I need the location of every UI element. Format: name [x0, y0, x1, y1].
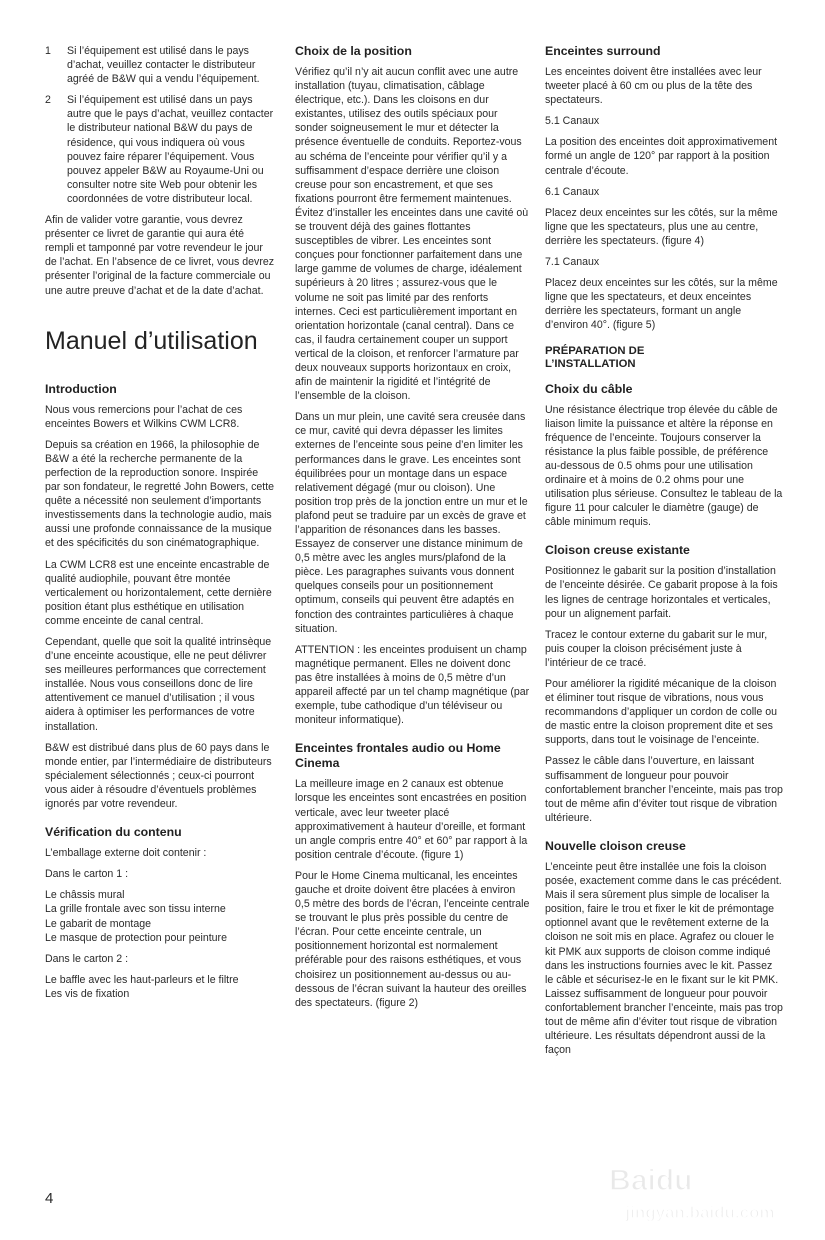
introduction-heading: Introduction: [45, 381, 117, 396]
carton2-list: [45, 973, 275, 1001]
new-wall-heading: Nouvelle cloison creuse: [545, 838, 686, 853]
list-item: [45, 44, 275, 86]
intro-paragraph: B&W est distribué dans plus de 60 pays dans le monde entier, par l’intermédiaire de distributeurs spécialement sélectionnés ; ceux-ci pourront vous aider à résoudre d’éventuels problèmes ignorés par votre revendeur.: [45, 741, 272, 811]
intro-paragraph: La CWM LCR8 est une enceinte encastrable de qualité audiophile, pouvant être montée verticalement ou horizontalement, cette dernière position étant plus esthétique en utilisation comme enceinte de canal central.: [45, 558, 272, 627]
column-right: [545, 44, 783, 1064]
position-paragraph: Vérifiez qu’il n’y ait aucun conflit avec une autre installation (tuyau, climatisation, câblage électrique, etc.). Dans les cloisons en dur existantes, utilisez des outils spéciaux pour sonder soigneusement le mur et détecter la présence éventuelle de conduits. Reportez-vous au schéma de l’enceinte pour vérifier qu’il y a suffisamment d’espace derrière une cloison creuse pour son encastrement, et que ses fixations pourront être fermement maintenues. Évitez d’installer les enceintes dans une cavité où se trouvent déjà des gaines flottantes susceptibles de vibrer. Les enceintes sont conçues pour fonctionner parfaitement dans une large gamme de volumes de charge, idéalement supérieurs à 20 litres ; assurez-vous que le volume ne soit pas limité par des renforts internes. Ceci est particulièrement important en orientation horizontale (canal central). Dans ce cas, il faudra certainement couper un support vertical de la cloison, et renforcer l’armature par deux nouveaux supports horizontaux en croix, afin de maintenir la rigidité et l’intégrité de l’ensemble de la cloison.: [295, 66, 529, 403]
carton1-label: Dans le carton 1 :: [45, 868, 129, 881]
existing-wall-paragraph: Pour améliorer la rigidité mécanique de la cloison et éliminer tout risque de vibrations, nous vous recommandons d’appliquer un cordon de colle ou de mastic entre la cloison proprement dite et ses supports, dans tout le voisinage de l’enceinte.: [545, 678, 778, 747]
list-number: 2: [45, 94, 51, 107]
watermark-text: jingyan.baidu.com: [625, 1203, 775, 1222]
list-number: 1: [45, 45, 51, 57]
preparation-heading: [545, 345, 783, 372]
list-text: Si l’équipement est utilisé dans un pays autre que le pays d’achat, veuillez contacter le distributeur national B&W du pays de résidence, qui vous indiquera où vous pouvez faire réparer l’équipement. Vous pouvez appeler B&W au Royaume-Uni ou consulter notre site Web pour obtenir les coordonnées de votre distributeur local.: [67, 94, 274, 205]
channels-6-1-label: 6.1 Canaux: [545, 185, 600, 198]
carton1-item: Le châssis mural: [45, 889, 125, 902]
channels-5-1-label: 5.1 Canaux: [545, 115, 600, 128]
page-number: 4: [45, 1190, 54, 1207]
channels-6-1-text: Placez deux enceintes sur les côtés, sur la même ligne que les spectateurs, plus une au centre, derrière les spectateurs. (figure 4): [545, 206, 778, 247]
intro-paragraph: Nous vous remercions pour l’achat de ces enceintes Bowers et Wilkins CWM LCR8.: [45, 403, 243, 430]
existing-wall-heading: Cloison creuse existante: [545, 543, 690, 558]
surround-paragraph: Les enceintes doivent être installées avec leur tweeter placé à 60 cm ou plus de la tête des spectateurs.: [545, 66, 762, 107]
front-speakers-heading: Enceintes frontales audio ou Home Cinema: [295, 741, 501, 771]
existing-wall-paragraph: Tracez le contour externe du gabarit sur le mur, puis couper la cloison précisément juste à l’intérieur de ce tracé.: [545, 628, 768, 669]
cable-heading: Choix du câble: [545, 381, 633, 396]
preparation-heading-line: L’INSTALLATION: [545, 358, 636, 370]
surround-heading: Enceintes surround: [545, 44, 661, 58]
existing-wall-paragraph: Passez le câble dans l’ouverture, en laissant suffisamment de longueur pour pouvoir confortablement brancher l’enceinte, mais pas trop tout de même afin d’éviter tout risque de vibration ultérieure.: [545, 755, 783, 824]
cable-paragraph: Une résistance électrique trop élevée du câble de liaison limite la puissance et altère la réponse en fréquence de l’enceinte. Toujours conserver la résistance la plus faible possible, de préférence au-dessous de 0.5 ohms pour une utilisation ordinaire et à moins de 0.2 ohms pour une utilisation plus sérieuse. Consultez le tableau de la figure 11 pour calculer le diamètre (gauge) de câble minimum requis.: [545, 403, 783, 529]
column-middle: [295, 44, 530, 1017]
carton1-item: Le masque de protection pour peinture: [45, 931, 227, 944]
baidu-watermark-logo: [580, 1150, 800, 1225]
carton2-item: Les vis de fixation: [45, 987, 130, 1000]
warning-paragraph: ATTENTION : les enceintes produisent un champ magnétique permanent. Elles ne doivent donc pas être installées à moins de 0,5 mètre d’un appareil affecté par un tel champ magnétique (par exemple, tube cathodique d’un téléviseur ou moniteur informatique).: [295, 643, 530, 727]
preparation-heading-line: PRÉPARATION DE: [545, 344, 645, 357]
position-heading: Choix de la position: [295, 44, 412, 58]
carton2-item: Le baffle avec les haut-parleurs et le filtre: [45, 973, 239, 986]
intro-paragraph: Cependant, quelle que soit la qualité intrinsèque d’une enceinte acoustique, elle ne peut délivrer ses meilleures performances que correctement installée. Nous vous conseillons donc de lire attentivement ce manuel d’utilisation ; il vous aidera à optimiser les performances de votre installation.: [45, 636, 272, 733]
column-left: [45, 44, 275, 1008]
list-item: [45, 93, 275, 206]
front-paragraph: La meilleure image en 2 canaux est obtenue lorsque les enceintes sont encastrées en position verticale, avec leur tweeter placé approximativement à hauteur d’oreille, et formant un angle compris entre 40° et 60° par rapport à la position centrale d’écoute. (figure 1): [295, 778, 528, 861]
carton1-item: Le gabarit de montage: [45, 917, 152, 930]
carton1-item: La grille frontale avec son tissu interne: [45, 903, 226, 916]
channels-7-1-label: 7.1 Canaux: [545, 256, 600, 269]
contents-check-heading: Vérification du contenu: [45, 825, 182, 840]
channels-7-1-text: Placez deux enceintes sur les côtés, sur la même ligne que les spectateurs, et deux enceintes derrière les spectateurs, formant un angle d’environ 40°. (figure 5): [545, 277, 778, 332]
existing-wall-paragraph: Positionnez le gabarit sur la position d’installation de l’enceinte désirée. Ce gabarit propose à la fois les lignes de centrage horizontales et verticales, pour un alignement parfait.: [545, 565, 778, 620]
channels-5-1-text: La position des enceintes doit approximativement formé un angle de 120° par rapport à la position centrale d’écoute.: [545, 136, 778, 177]
list-text: Si l’équipement est utilisé dans le pays d’achat, veuillez contacter le distributeur agréé de B&W qui a vendu l’équipement.: [67, 45, 260, 86]
numbered-list: [45, 44, 275, 206]
contents-intro: L’emballage externe doit contenir :: [45, 847, 207, 860]
front-paragraph: Pour le Home Cinema multicanal, les enceintes gauche et droite doivent être placées à environ 0,5 mètre des bords de l’écran, l’enceinte centrale se trouvant le plus près possible du centre de l’écran. Pour cette enceinte centrale, un positionnement horizontal est normalement préférable pour des raisons esthétiques, et vous choisirez un positionnement au-dessus ou au-dessous de l’écran suivant la hauteur des oreilles des spectateurs. (figure 2): [295, 869, 530, 1009]
new-wall-paragraph: L’enceinte peut être installée une fois la cloison posée, exactement comme dans le cas précédent. Mais il sera sûrement plus simple de localiser la position, faire le trou et fixer le kit de prémontage optionnel avant que le revêtement externe de la cloison ne soit mis en place. Agrafez ou clouer le kit PMK aux supports de cloison comme indiqué dans les instructions fournies avec le kit. Passez le câble et sécurisez-le en le fixant sur le kit PMK. Laissez suffisamment de longueur pour pouvoir confortablement brancher l’enceinte, mais pas trop tout de même afin d’éviter tout risque de vibration ultérieure. Les résultats dépendront aussi de la façon: [545, 860, 783, 1057]
manual-title: Manuel d’utilisation: [45, 326, 258, 355]
intro-paragraph: Depuis sa création en 1966, la philosophie de B&W a été la recherche permanente de la perfection de la reproduction sonore. Inspirée par son fondateur, le regretté John Bowers, cette quête a nécessité non seulement d’importants investissements dans la technologie audio, mais aussi une profonde connaissance de la musique et des spécificités du son cinématographique.: [45, 438, 275, 550]
position-paragraph: Dans un mur plein, une cavité sera creusée dans ce mur, cavité qui devra dépasser les limites externes de l’enceinte sous peine d’en limiter les performances dans le grave. Les enceintes sont équilibrées pour un montage dans un espace relativement dégagé (mur ou cloison). Une position trop près de la jonction entre un mur et le plafond peut se traduire par un excès de grave et l’apparition de résonances dans les basses. Essayez de conserver une distance minimum de 0,5 mètre avec les angles murs/plafond de la pièce. Les paragraphes suivants vous donnent quelques conseils pour un positionnement optimum, conseils qui peuvent être adaptés en fonction des contraintes particulières à chaque situation.: [295, 411, 528, 635]
warranty-paragraph: Afin de valider votre garantie, vous devrez présenter ce livret de garantie qui aura été rempli et tamponné par votre revendeur le jour de l’achat. En l’absence de ce livret, vous devrez présenter l’original de la facture commerciale ou une autre preuve d’achat et de la date d’achat.: [45, 214, 275, 297]
carton1-list: [45, 888, 275, 944]
carton2-label: Dans le carton 2 :: [45, 952, 129, 965]
svg-text:Baidu 经验: Baidu 经验: [609, 1164, 761, 1197]
